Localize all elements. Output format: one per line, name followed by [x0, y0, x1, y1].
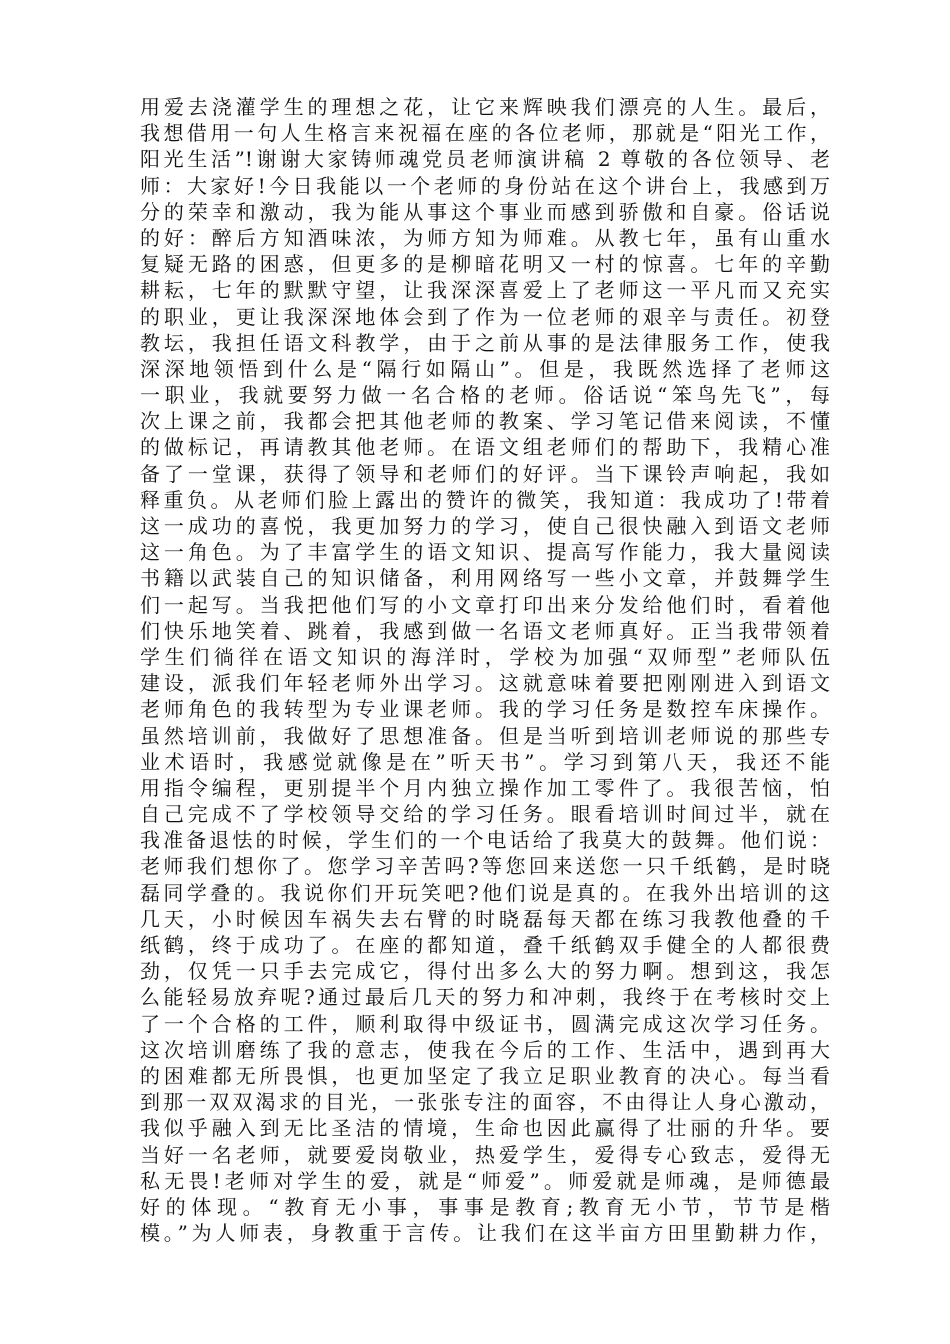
text-line: 的好：醉后方知酒味浓，为师方知为师难。从教七年，虽有山重水	[140, 225, 830, 250]
text-line: 复疑无路的困惑，但更多的是柳暗花明又一村的惊喜。七年的辛勤	[140, 252, 830, 277]
text-line: 备了一堂课，获得了领导和老师们的好评。当下课铃声响起，我如	[140, 461, 830, 486]
text-line: 虽然培训前，我做好了思想准备。但是当听到培训老师说的那些专	[140, 723, 830, 748]
text-line: 我准备退怯的时候，学生们的一个电话给了我莫大的鼓舞。他们说：	[140, 828, 830, 853]
text-line: 这次培训磨练了我的意志，使我在今后的工作、生活中，遇到再大	[140, 1037, 830, 1062]
text-line: 业术语时，我感觉就像是在”听天书”。学习到第八天，我还不能	[140, 749, 830, 774]
text-line: 深深地领悟到什么是“隔行如隔山”。但是，我既然选择了老师这	[140, 356, 830, 381]
text-line: 了一个合格的工件，顺利取得中级证书，圆满完成这次学习任务。	[140, 1011, 830, 1036]
text-line: 次上课之前，我都会把其他老师的教案、学习笔记借来阅读，不懂	[140, 409, 830, 434]
text-line: 的做标记，再请教其他老师。在语文组老师们的帮助下，我精心准	[140, 435, 830, 460]
text-line: 分的荣幸和激动，我为能从事这个事业而感到骄傲和自豪。俗话说	[140, 199, 830, 224]
text-line: 我想借用一句人生格言来祝福在座的各位老师，那就是“阳光工作，	[140, 121, 830, 146]
text-line: 好的体现。“教育无小事，事事是教育;教育无小节，节节是楷	[140, 1194, 830, 1219]
text-line: 自己完成不了学校领导交给的学习任务。眼看培训时间过半，就在	[140, 802, 830, 827]
text-line: 释重负。从老师们脸上露出的赞许的微笑，我知道：我成功了!带着	[140, 487, 830, 512]
text-line: 模。”为人师表，身教重于言传。让我们在这半亩方田里勤耕力作，	[140, 1221, 830, 1246]
text-line: 这一角色。为了丰富学生的语文知识、提高写作能力，我大量阅读	[140, 540, 830, 565]
text-line: 们一起写。当我把他们写的小文章打印出来分发给他们时，看着他	[140, 592, 830, 617]
text-line: 用指令编程，更别提半个月内独立操作加工零件了。我很苦恼，怕	[140, 775, 830, 800]
text-line: 几天，小时候因车祸失去右臂的时晓磊每天都在练习我教他叠的千	[140, 906, 830, 931]
text-line: 老师我们想你了。您学习辛苦吗?等您回来送您一只千纸鹤，是时晓	[140, 854, 830, 879]
text-line: 劲，仅凭一只手去完成它，得付出多么大的努力啊。想到这，我怎	[140, 959, 830, 984]
text-line: 书籍以武装自己的知识储备，利用网络写一些小文章，并鼓舞学生	[140, 566, 830, 591]
text-line: 学生们徜徉在语文知识的海洋时，学校为加强“双师型”老师队伍	[140, 644, 830, 669]
text-line: 一职业，我就要努力做一名合格的老师。俗话说“笨鸟先飞”，每	[140, 383, 830, 408]
text-line: 当好一名老师，就要爱岗敬业，热爱学生，爱得专心致志，爱得无	[140, 1142, 830, 1167]
text-line: 磊同学叠的。我说你们开玩笑吧?他们说是真的。在我外出培训的这	[140, 880, 830, 905]
text-line: 的职业，更让我深深地体会到了作为一位老师的艰辛与责任。初登	[140, 304, 830, 329]
text-line: 建设，派我们年轻老师外出学习。这就意味着要把刚刚进入到语文	[140, 671, 830, 696]
text-line: 么能轻易放弃呢?通过最后几天的努力和冲刺，我终于在考核时交上	[140, 985, 830, 1010]
body-text	[140, 94, 830, 1246]
text-line: 老师角色的我转型为专业课老师。我的学习任务是数控车床操作。	[140, 697, 830, 722]
text-line: 耕耘，七年的默默守望，让我深深喜爱上了老师这一平凡而又充实	[140, 278, 830, 303]
text-line: 师：大家好!今日我能以一个老师的身份站在这个讲台上，我感到万	[140, 173, 830, 198]
text-line: 我似乎融入到无比圣洁的情境，生命也因此赢得了壮丽的升华。要	[140, 1116, 830, 1141]
text-line: 的困难都无所畏惧，也更加坚定了我立足职业教育的决心。每当看	[140, 1063, 830, 1088]
text-line: 到那一双双渴求的目光，一张张专注的面容，不由得让人身心激动，	[140, 1090, 830, 1115]
text-line: 私无畏!老师对学生的爱，就是“师爱”。师爱就是师魂，是师德最	[140, 1168, 830, 1193]
text-line: 用爱去浇灌学生的理想之花，让它来辉映我们漂亮的人生。最后，	[140, 95, 830, 119]
text-line: 这一成功的喜悦，我更加努力的学习，使自己很快融入到语文老师	[140, 514, 830, 538]
text-line: 阳光生活”!谢谢大家铸师魂党员老师演讲稿 2 尊敬的各位领导、老	[140, 147, 830, 172]
text-line: 们快乐地笑着、跳着，我感到做一名语文老师真好。正当我带领着	[140, 618, 830, 643]
text-line: 纸鹤，终于成功了。在座的都知道，叠千纸鹤双手健全的人都很费	[140, 933, 830, 957]
text-line: 教坛，我担任语文科教学，由于之前从事的是法律服务工作，使我	[140, 330, 830, 355]
